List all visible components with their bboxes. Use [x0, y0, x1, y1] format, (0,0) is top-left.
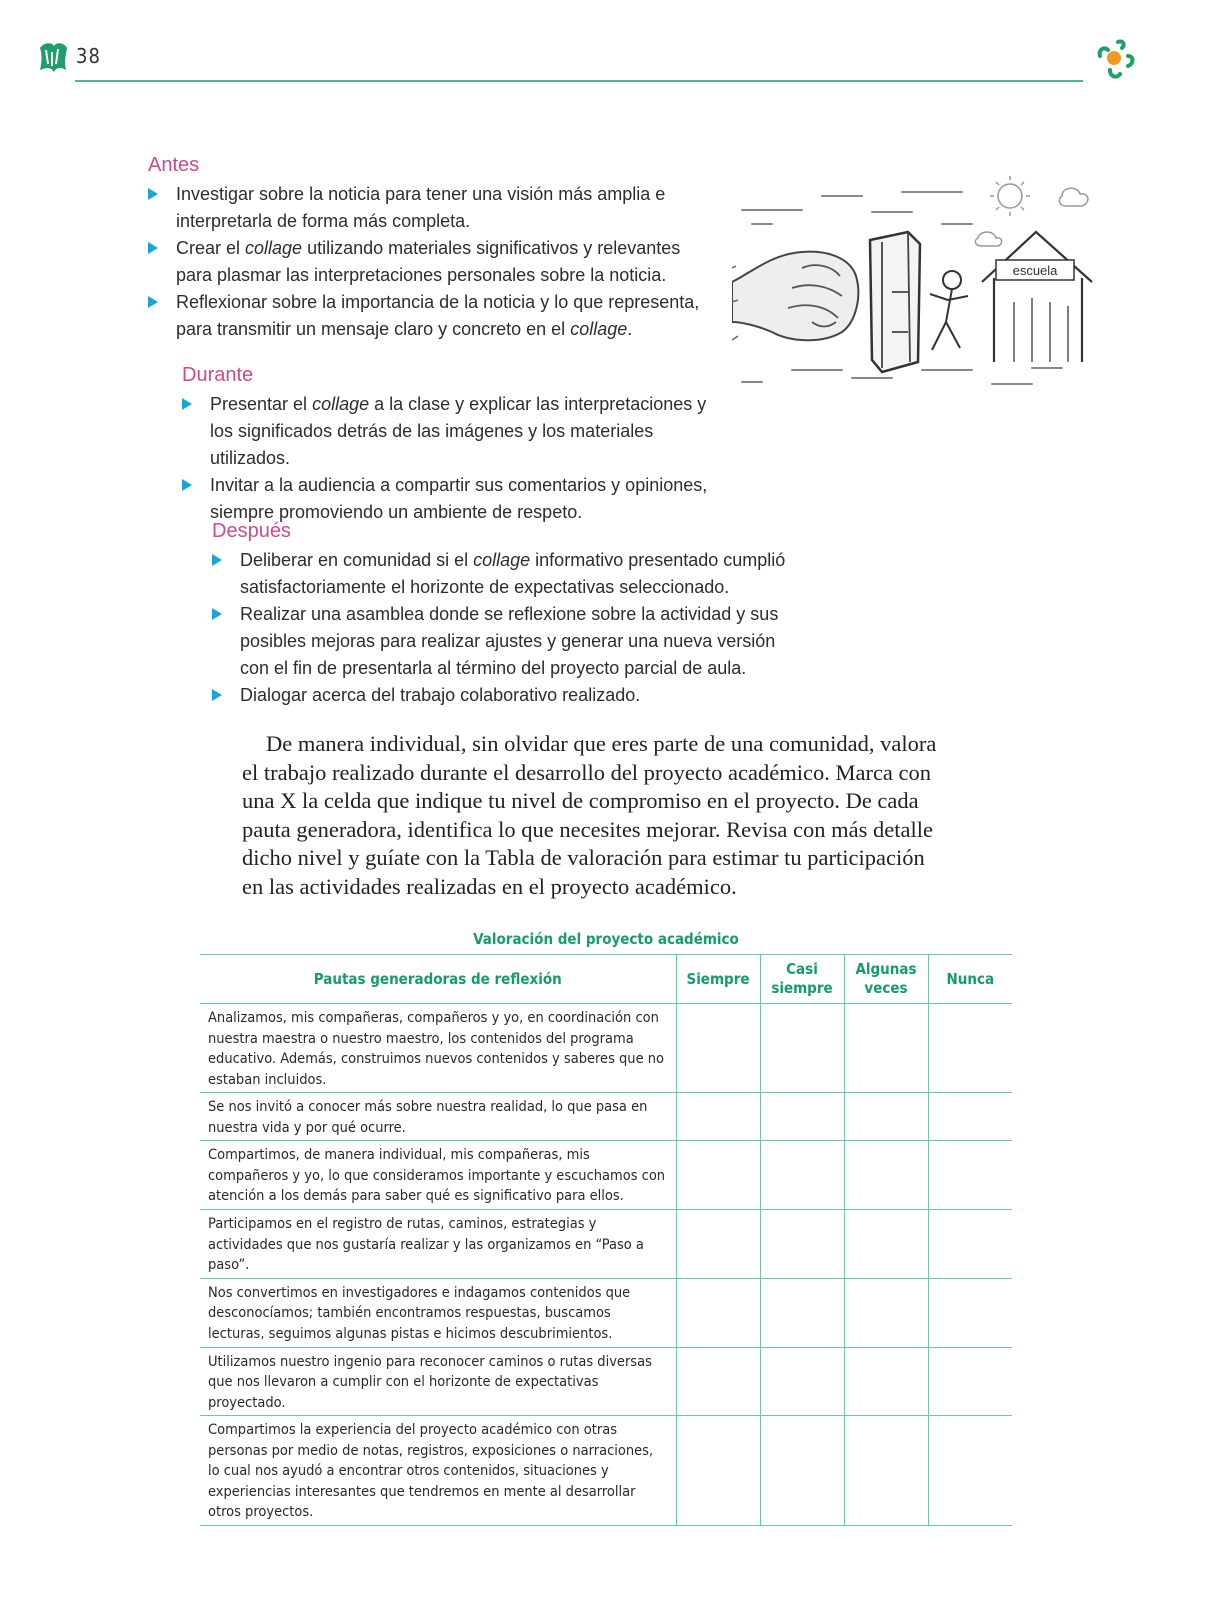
bullet-arrow-icon: [212, 608, 222, 620]
cell-algunas-veces[interactable]: [844, 1347, 928, 1416]
bullet-arrow-icon: [182, 398, 192, 410]
table-row: [200, 1093, 1012, 1141]
pauta-text: Analizamos, mis compañeras, compañeros y yo, en coordinación con nuestra maestra o nuestro maestro, los contenidos del programa educativo. Además, construimos nuevos contenidos y saberes que no estaban incluidos.: [200, 1004, 676, 1093]
cell-siempre[interactable]: [676, 1347, 760, 1416]
cell-nunca[interactable]: [928, 1278, 1012, 1347]
instructions-paragraph: De manera individual, sin olvidar que eres parte de una comunidad, valora el trabajo realizado durante el desarrollo del proyecto académico. Marca con una X la celda que indique tu nivel de compromiso en el proyecto. De cada pauta generadora, identifica lo que necesites mejorar. Revisa con más detalle dicho nivel y guíate con la Tabla de valoración para estimar tu participación en las actividades realizadas en el proyecto académico.: [242, 731, 937, 899]
cell-nunca[interactable]: [928, 1347, 1012, 1416]
cell-siempre[interactable]: [676, 1141, 760, 1210]
cell-nunca[interactable]: [928, 1141, 1012, 1210]
cell-algunas-veces[interactable]: [844, 1416, 928, 1526]
table-row: [200, 1004, 1012, 1093]
pauta-text: Compartimos la experiencia del proyecto académico con otras personas por medio de notas, registros, exposiciones o narraciones, lo cual nos ayudó a encontrar otros contenidos, situaciones y experiencias interesantes que tendremos en mente al desarrollar otros proyectos.: [200, 1416, 676, 1526]
bullet-arrow-icon: [182, 479, 192, 491]
column-header-siempre: Siempre: [676, 955, 760, 1004]
column-header-nunca: Nunca: [928, 955, 1012, 1004]
book-series-logo-icon: [36, 40, 70, 74]
evaluation-table: [200, 954, 1012, 1526]
list-item: Deliberar en comunidad si el collage informativo presentado cumplió satisfactoriamente el horizonte de expectativas seleccionado.: [212, 547, 792, 601]
list-item: Crear el collage utilizando materiales significativos y relevantes para plasmar las interpretaciones personales sobre la noticia.: [148, 235, 708, 289]
table-row: [200, 1210, 1012, 1279]
cell-algunas-veces[interactable]: [844, 1210, 928, 1279]
list-item: Realizar una asamblea donde se reflexione sobre la actividad y sus posibles mejoras para realizar ajustes y generar una nueva versión con el fin de presentarla al término del proyecto parcial de aula.: [212, 601, 792, 682]
cell-siempre[interactable]: [676, 1210, 760, 1279]
list-item: Reflexionar sobre la importancia de la noticia y lo que representa, para transmitir un mensaje claro y concreto en el collage.: [148, 289, 708, 343]
durante-list: [182, 391, 722, 526]
cell-casi-siempre[interactable]: [760, 1210, 844, 1279]
column-header-casi-siempre: Casi siempre: [760, 955, 844, 1004]
cell-algunas-veces[interactable]: [844, 1004, 928, 1093]
cell-nunca[interactable]: [928, 1004, 1012, 1093]
bullet-arrow-icon: [148, 296, 158, 308]
section-title-despues: Después: [212, 520, 291, 542]
table-row: [200, 1278, 1012, 1347]
list-item: Invitar a la audiencia a compartir sus comentarios y opiniones, siempre promoviendo un ambiente de respeto.: [182, 472, 722, 526]
bullet-arrow-icon: [212, 554, 222, 566]
table-row: [200, 1416, 1012, 1526]
section-title-durante: Durante: [182, 364, 254, 386]
bullet-arrow-icon: [212, 689, 222, 701]
cell-casi-siempre[interactable]: [760, 1278, 844, 1347]
cell-siempre[interactable]: [676, 1004, 760, 1093]
bullet-arrow-icon: [148, 188, 158, 200]
cell-siempre[interactable]: [676, 1093, 760, 1141]
pauta-text: Se nos invitó a conocer más sobre nuestra realidad, lo que pasa en nuestra vida y por qué ocurre.: [200, 1093, 676, 1141]
cell-algunas-veces[interactable]: [844, 1093, 928, 1141]
cell-casi-siempre[interactable]: [760, 1093, 844, 1141]
cell-casi-siempre[interactable]: [760, 1141, 844, 1210]
list-item: Presentar el collage a la clase y explicar las interpretaciones y los significados detrás de las imágenes y los materiales utilizados.: [182, 391, 722, 472]
page-number: 38: [76, 44, 101, 68]
table-row: [200, 1141, 1012, 1210]
cell-siempre[interactable]: [676, 1278, 760, 1347]
cell-nunca[interactable]: [928, 1093, 1012, 1141]
cell-nunca[interactable]: [928, 1210, 1012, 1279]
pauta-text: Utilizamos nuestro ingenio para reconocer caminos o rutas diversas que nos llevaron a cumplir con el horizonte de expectativas proyectado.: [200, 1347, 676, 1416]
table-row: [200, 1347, 1012, 1416]
despues-list: [212, 547, 792, 709]
pauta-text: Nos convertimos en investigadores e indagamos contenidos que desconocíamos; también encontramos respuestas, buscamos lecturas, seguimos algunas pistas e hicimos descubrimientos.: [200, 1278, 676, 1347]
column-header-pautas: Pautas generadoras de reflexión: [200, 955, 676, 1004]
column-header-algunas-veces: Algunas veces: [844, 955, 928, 1004]
table-header-row: [200, 955, 1012, 1004]
cell-casi-siempre[interactable]: [760, 1347, 844, 1416]
cell-algunas-veces[interactable]: [844, 1278, 928, 1347]
cell-casi-siempre[interactable]: [760, 1416, 844, 1526]
fist-breaking-door-illustration: [732, 172, 1104, 402]
cell-casi-siempre[interactable]: [760, 1004, 844, 1093]
cell-nunca[interactable]: [928, 1416, 1012, 1526]
list-item: Investigar sobre la noticia para tener una visión más amplia e interpretarla de forma más completa.: [148, 181, 708, 235]
table-title: Valoración del proyecto académico: [473, 930, 739, 948]
school-sign-text: escuela: [1012, 263, 1058, 278]
cell-siempre[interactable]: [676, 1416, 760, 1526]
pauta-text: Participamos en el registro de rutas, caminos, estrategias y actividades que nos gustaría realizar y las organizamos en “Paso a paso”.: [200, 1210, 676, 1279]
section-title-antes: Antes: [148, 154, 200, 176]
list-item: Dialogar acerca del trabajo colaborativo realizado.: [212, 682, 792, 709]
community-logo-icon: [1088, 34, 1140, 84]
header-rule: [75, 80, 1083, 82]
antes-list: [148, 181, 708, 343]
pauta-text: Compartimos, de manera individual, mis compañeras, mis compañeros y yo, lo que consideramos importante y escuchamos con atención a los demás para saber qué es significativo para ellos.: [200, 1141, 676, 1210]
cell-algunas-veces[interactable]: [844, 1141, 928, 1210]
bullet-arrow-icon: [148, 242, 158, 254]
